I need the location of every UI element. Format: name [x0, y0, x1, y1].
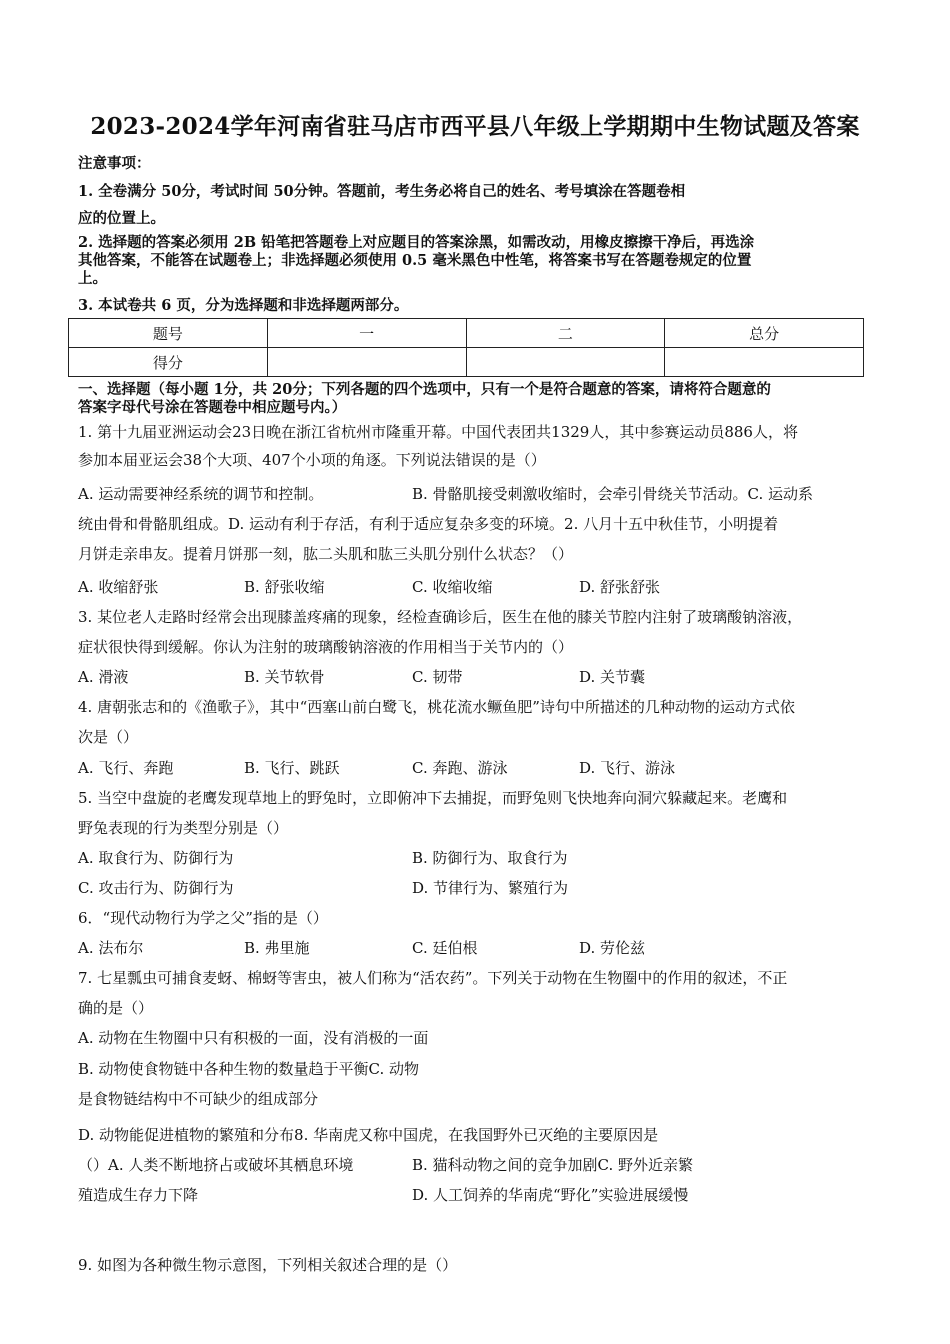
q1-option-a: A. 运动需要神经系统的调节和控制。	[78, 485, 324, 503]
q5-stem: 5. 当空中盘旋的老鹰发现草地上的野兔时，立即俯冲下去捕捉，而野兔则飞快地奔向洞穴躲藏起来。老鹰和	[78, 789, 788, 807]
q3-option-a: A. 滑液	[78, 668, 129, 686]
score-table	[68, 318, 864, 377]
q7-option-b: B. 动物使食物链中各种生物的数量趋于平衡C. 动物	[78, 1060, 420, 1078]
q1-options-cont: 统由骨和骨骼肌组成。D. 运动有利于存活，有利于适应复杂多变的环境。2. 八月十五中秋佳节，小明提着	[78, 515, 779, 533]
q4-stem: 4. 唐朝张志和的《渔歌子》，其中“西塞山前白鹭飞，桃花流水鳜鱼肥”诗句中所描述的几种动物的运动方式依	[78, 698, 795, 716]
score-row-label: 得分	[69, 348, 268, 377]
q4-stem-cont: 次是（）	[78, 728, 139, 746]
notice-item-3: 3. 本试卷共 6 页，分为选择题和非选择题两部分。	[78, 297, 409, 314]
score-header-number: 题号	[69, 319, 268, 348]
section-heading: 一、选择题（每小题 1分，共 20分；下列各题的四个选项中，只有一个是符合题意的答案，请将符合题意的	[78, 381, 771, 398]
q5-option-b: B. 防御行为、取食行为	[412, 849, 568, 867]
q4-option-c: C. 奔跑、游泳	[412, 759, 508, 777]
q2-option-c: C. 收缩收缩	[412, 578, 493, 596]
q6-option-d: D. 劳伦兹	[579, 939, 646, 957]
score-table-score-row	[69, 348, 864, 377]
score-cell-total	[665, 348, 864, 377]
q1-stem-cont: 参加本届亚运会38个大项、407个小项的角逐。下列说法错误的是（）	[78, 451, 546, 469]
notice-heading: 注意事项：	[78, 155, 151, 172]
q8-option-b: B. 猫科动物之间的竞争加剧C. 野外近亲繁	[412, 1156, 694, 1174]
notice-item-1-cont: 应的位置上。	[78, 210, 165, 227]
score-cell-part2	[466, 348, 665, 377]
q6-option-a: A. 法布尔	[78, 939, 144, 957]
q3-stem: 3. 某位老人走路时经常会出现膝盖疼痛的现象，经检查确诊后，医生在他的膝关节腔内注射了玻璃酸钠溶液，	[78, 608, 803, 626]
q7-stem: 7. 七星瓢虫可捕食麦蚜、棉蚜等害虫，被人们称为“活农药”。下列关于动物在生物圈中的作用的叙述，不正	[78, 969, 788, 987]
q3-stem-cont: 症状很快得到缓解。你认为注射的玻璃酸钠溶液的作用相当于关节内的（）	[78, 638, 574, 656]
q7-option-a: A. 动物在生物圈中只有积极的一面，没有消极的一面	[78, 1029, 429, 1047]
notice-item-2: 2. 选择题的答案必须用 2B 铅笔把答题卷上对应题目的答案涂黑，如需改动，用橡皮擦擦干净后，再选涂	[78, 234, 755, 251]
q7-stem-cont: 确的是（）	[78, 999, 154, 1017]
score-cell-part1	[267, 348, 466, 377]
q4-option-a: A. 飞行、奔跑	[78, 759, 174, 777]
notice-item-2-end: 上。	[78, 270, 107, 287]
q5-option-c: C. 攻击行为、防御行为	[78, 879, 234, 897]
q3-option-d: D. 关节囊	[579, 668, 646, 686]
score-header-part2: 二	[466, 319, 665, 348]
q5-option-a: A. 取食行为、防御行为	[78, 849, 234, 867]
q1-option-b: B. 骨骼肌接受刺激收缩时，会牵引骨绕关节活动。C. 运动系	[412, 485, 814, 503]
q9-stem: 9. 如图为各种微生物示意图，下列相关叙述合理的是（）	[78, 1256, 458, 1274]
score-header-total: 总分	[665, 319, 864, 348]
q2-option-d: D. 舒张舒张	[579, 578, 661, 596]
q2-option-a: A. 收缩舒张	[78, 578, 159, 596]
q6-stem: 6．“现代动物行为学之父”指的是（）	[78, 909, 328, 927]
q3-option-b: B. 关节软骨	[244, 668, 325, 686]
q4-option-d: D. 飞行、游泳	[579, 759, 676, 777]
q7-option-d: D. 动物能促进植物的繁殖和分布8. 华南虎又称中国虎，在我国野外已灭绝的主要原因是	[78, 1126, 659, 1144]
q8-option-c: 殖造成生存力下降	[78, 1186, 199, 1204]
notice-item-2-cont: 其他答案，不能答在试题卷上；非选择题必须使用 0.5 毫米黑色中性笔，将答案书写在答题卷规定的位置	[78, 252, 752, 269]
notice-item-1: 1. 全卷满分 50分，考试时间 50分钟。答题前，考生务必将自己的姓名、考号填涂在答题卷相	[78, 183, 686, 200]
q3-option-c: C. 韧带	[412, 668, 463, 686]
section-heading-cont: 答案字母代号涂在答题卷中相应题号内。）	[78, 399, 347, 416]
q7-option-c: 是食物链结构中不可缺少的组成部分	[78, 1090, 319, 1108]
q4-option-b: B. 飞行、跳跃	[244, 759, 340, 777]
q1-stem: 1. 第十九届亚洲运动会23日晚在浙江省杭州市隆重开幕。中国代表团共1329人，其中参赛运动员886人，将	[78, 423, 798, 441]
q2-option-b: B. 舒张收缩	[244, 578, 325, 596]
score-table-header-row	[69, 319, 864, 348]
q8-option-a: （）A. 人类不断地挤占或破坏其栖息环境	[78, 1156, 354, 1174]
q5-option-d: D. 节律行为、繁殖行为	[412, 879, 569, 897]
q6-option-c: C. 廷伯根	[412, 939, 478, 957]
q8-option-d: D. 人工饲养的华南虎“野化”实验进展缓慢	[412, 1186, 689, 1204]
q6-option-b: B. 弗里施	[244, 939, 310, 957]
q5-stem-cont: 野兔表现的行为类型分别是（）	[78, 819, 289, 837]
q2-stem-cont: 月饼走亲串友。提着月饼那一刻，肱二头肌和肱三头肌分别什么状态？（）	[78, 545, 574, 563]
page-title: 2023-2024学年河南省驻马店市西平县八年级上学期期中生物试题及答案	[90, 113, 860, 140]
score-header-part1: 一	[267, 319, 466, 348]
